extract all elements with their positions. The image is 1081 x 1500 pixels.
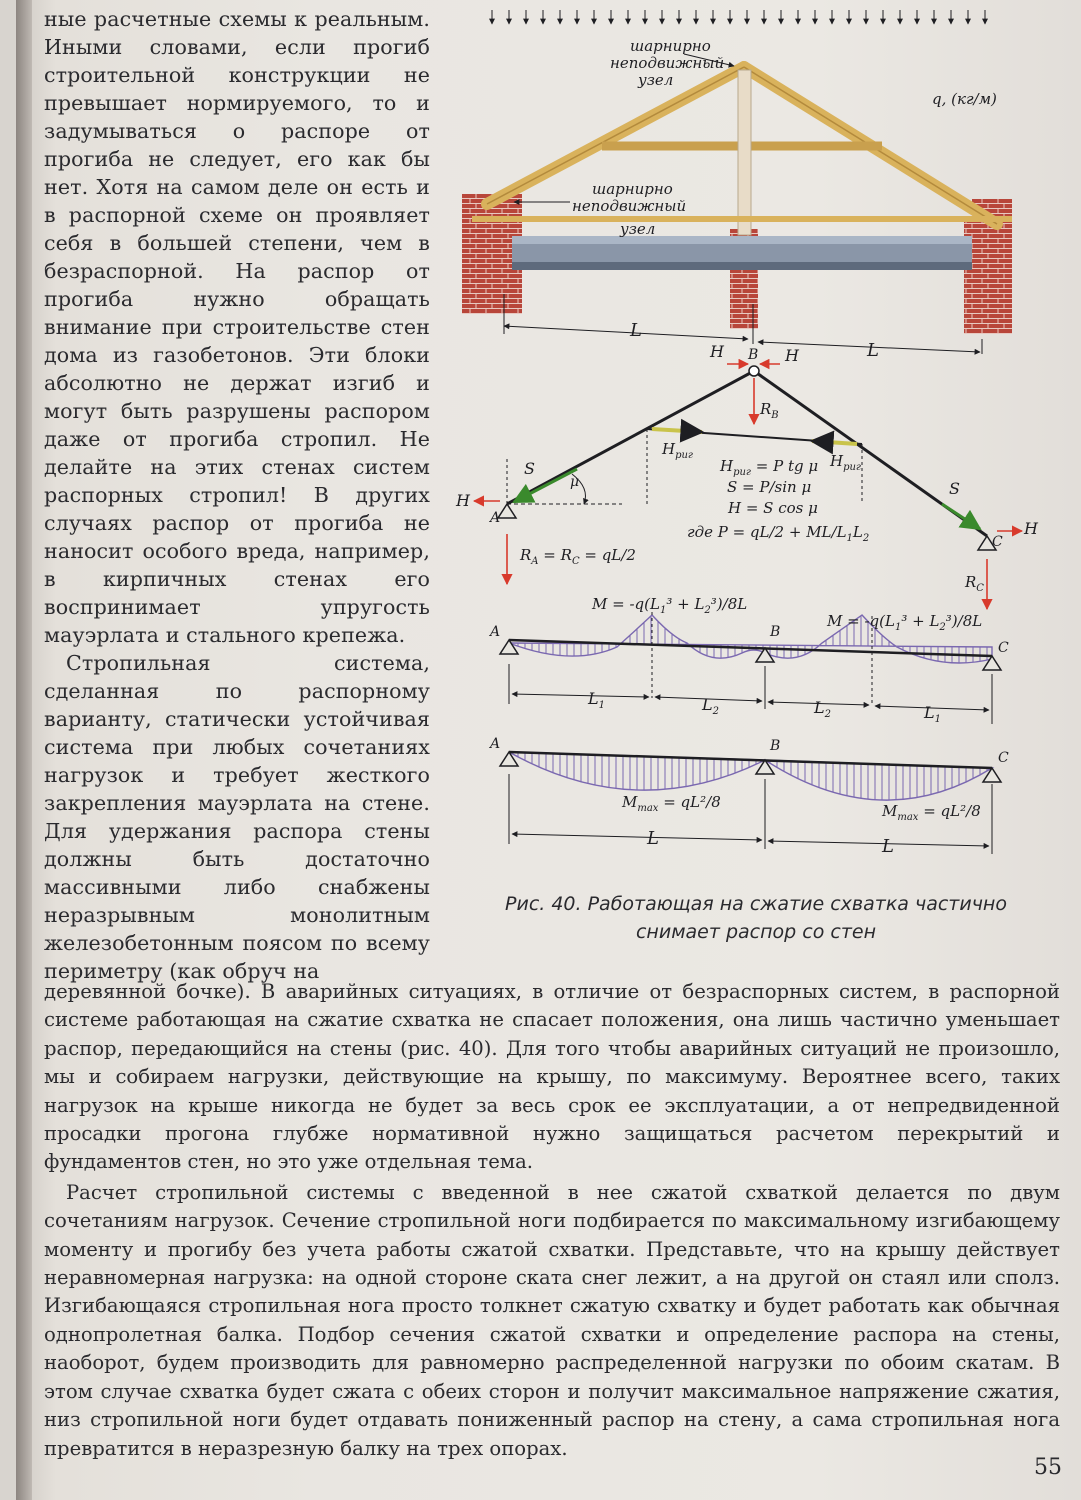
beam2-A: A [490, 736, 501, 752]
formula-4-sub2: 2 [862, 533, 870, 544]
formula-2: S = P/sin μ [727, 478, 812, 496]
formula-3: H = S cos μ [728, 499, 818, 517]
formula-4: где P = qL/2 + ML/L [687, 523, 847, 541]
hinge-label-low-1: шарнирно [592, 180, 673, 198]
H-left: H [456, 491, 470, 510]
RC-sub-eq: C [571, 556, 580, 567]
S-left: S [524, 459, 535, 478]
svg-text:L1: $L_1$ [588, 689, 605, 711]
svg-text:L1: $L_1$ [924, 703, 941, 725]
Hrig-right-sub: риг [843, 462, 861, 473]
svg-text:Hриг [661, 440, 693, 461]
svg-text:RA = RC = qL/2 [519, 546, 636, 567]
beam1-C: C [998, 640, 1009, 656]
RC-sub: C [976, 583, 984, 594]
hinge-label-top-3: узел [638, 71, 674, 89]
paragraph-4: Расчет стропильной системы с введенной в нее сжатой схваткой делается по двум сочетаниям нагрузок. Сечение стропильной ноги подбирается по максимальному изгибающему моменту и прогибу без учета работы сжатой схватки. Представьте, что на крышу действует неравномерная нагрузка: на одной стороне ската снег лежит, а на другой он стаял или сполз. Изгибающаяся стропильная нога просто толкнет сжатую схватку и будет работать как обычная однопролетная балка. Подбор сечения сжатой схватки и определение распора на стены, наоборот, будем производить для равномерно распределенной нагрузки по обоим скатам. В этом случае схватка будет сжата с обеих сторон и получит максимальное напряжение сжатия, низ стропильной ноги будет отдавать пониженный распор на стену, а сама стропильная нога превратится в неразрезную балку на трех опорах. [44, 1180, 1060, 1460]
RB-sub: B [771, 410, 779, 421]
moment-right: M = -q(L [827, 612, 895, 630]
RA-end: = qL/2 [579, 546, 636, 564]
svg-text:Hриг [829, 452, 861, 473]
svg-text:Hриг = P tg μ [719, 457, 818, 478]
mmax-left: M [622, 793, 638, 811]
book-page [16, 0, 1081, 1500]
formula-1: H [720, 457, 734, 475]
beam2-C: C [998, 750, 1009, 766]
beam1-B: B [770, 624, 781, 640]
formula-4-sub1: 1 [846, 533, 853, 544]
dim-L1-left: L [588, 689, 599, 708]
page-binding-shadow [16, 0, 32, 1500]
hinge-label-low-2: неподвижный [572, 197, 687, 215]
formula-1-rest: = P tg μ [751, 457, 819, 475]
hinge-label-low-3: узел [620, 220, 656, 238]
hinge-label-top-1: шарнирно [630, 37, 711, 55]
dim-L-right: L [882, 836, 894, 857]
page-number: 55 [1034, 1455, 1062, 1480]
paragraph-1: ные расчетные схемы к реальным. Иными словами, если прогиб строительной конструкции не превышает нормируемого, то и задумываться о распоре от прогиба не следует, его как бы нет. Хотя на самом деле он есть и в распорной схеме он проявляет себя в большей степени, чем в безраспорной. На распор от прогиба нужно обращать внимание при строительстве стен дома из газобетонов. Эти блоки абсолютно не держат изгиб и могут быть разрушены распором даже от прогиба стропил. Не делайте на этих стенах систем распорных стропил! В других случаях распор от прогиба не наносит особого вреда, например, в кирпичных стенах его воспринимает упругость мауэрлата и стального крепежа. [44, 7, 430, 647]
svg-text:RB [759, 400, 779, 421]
dim-L2-right: L [814, 698, 825, 717]
load-label: q, (кг/м) [932, 90, 997, 108]
S-right: S [949, 479, 960, 498]
H-right-top: H [785, 346, 799, 365]
RB-label: R [760, 400, 772, 418]
svg-text:где P = qL/2 + ML/L1L2: где $P = qL/2 + ML/L_1L_2$ [687, 523, 870, 544]
moment-left: M = -q(L [592, 595, 660, 613]
beam1-dimensions [509, 664, 992, 724]
dim-L2-left: L [702, 695, 713, 714]
dim-L1-right: L [924, 703, 935, 722]
king-post [738, 70, 751, 235]
node-B-top: B [748, 347, 759, 363]
svg-text:L2: $L_2$ [814, 698, 831, 720]
caption-line-2: снимает распор со стен [635, 921, 877, 943]
left-text-column [44, 5, 430, 985]
roof-illustration [462, 67, 1012, 334]
span-left-label: L [630, 320, 642, 341]
Hrig-left-sub: риг [675, 450, 693, 461]
moment-diagram-2 [500, 752, 1001, 800]
hinge-label-top-2: неподвижный [610, 54, 725, 72]
H-right: H [1024, 519, 1038, 538]
span-right-label: L [867, 340, 879, 361]
Hrig-left: H [662, 440, 676, 458]
mmax-right: M [882, 802, 898, 820]
svg-text:RC [964, 573, 984, 594]
RA-sub: A [531, 556, 539, 567]
figure-40 [452, 4, 1038, 874]
formula-1-sub: риг [733, 467, 751, 478]
svg-text:Mmax = qL²/8: $M_{max} = qL^2/8$ [882, 802, 981, 823]
H-left-top: H [710, 342, 724, 361]
figure-caption [456, 890, 1056, 946]
RC-label: R [965, 573, 977, 591]
svg-text:M = -q(L1³ + L2³)/8L: $M = -q(L_1^3 + L_2^3)/8L$ [827, 612, 983, 633]
caption-line-1: Рис. 40. Работающая на сжатие схватка частично [505, 893, 1007, 915]
distributed-load-arrows [492, 10, 985, 24]
beam2-B: B [770, 738, 781, 754]
node-A: A [490, 510, 501, 526]
RA-rest: = R [538, 546, 572, 564]
dim-L-left: L [647, 828, 659, 849]
full-width-text [44, 978, 1060, 1463]
svg-text:Mmax = qL²/8: $M_{max} = qL^2/8$ [622, 793, 721, 814]
beam1-A: A [490, 624, 501, 640]
svg-text:M = -q(L1³ + L2³)/8L: $M = -q(L_1^3 + L_2^3)/8L$ [592, 595, 748, 616]
svg-text:L2: $L_2$ [702, 695, 719, 717]
Hrig-right: H [830, 452, 844, 470]
paragraph-2: Стропильная система, сделанная по распорному варианту, статически устойчивая система при любых сочетаниях нагрузок и требует жесткого закрепления мауэрлата на стене. Для удержания распора стены должны быть достаточно массивными либо снабжены неразрывным монолитным железобетонным поясом по всему периметру (как обруч на [44, 651, 430, 983]
angle-mu: μ [570, 474, 580, 490]
paragraph-3: деревянной бочке). В аварийных ситуациях, в отличие от безраспорных систем, в распорной системе работающая на сжатие схватка не спасает положения, она лишь частично уменьшает распор, передающийся на стены (рис. 40). Для того чтобы аварийных ситуаций не произошло, мы и собираем нагрузки, действующие на крышу, по максимуму. Вероятнее всего, таких нагрузок на крыше никогда не будет за весь срок ее эксплуатации, а от непредвиденной просадки прогона глубже нормативной нужно защищаться расчетом перекрытий и фундаментов стен, но это уже отдельная тема. [44, 980, 1060, 1174]
RA-label: R [520, 546, 532, 564]
node-C: C [992, 534, 1003, 550]
